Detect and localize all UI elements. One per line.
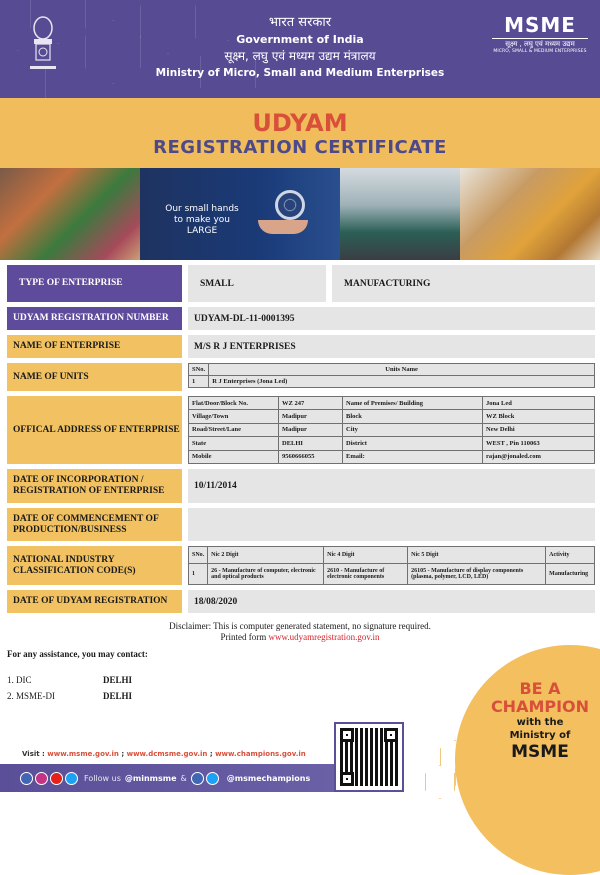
disclaimer: [0, 621, 600, 643]
address-key: Email:: [343, 450, 483, 463]
row-nic-codes: [7, 546, 595, 585]
nic-header-sno: SNo.: [189, 547, 208, 564]
row-name-of-enterprise: [7, 335, 595, 358]
handle-minmsme[interactable]: @minmsme: [124, 773, 177, 783]
address-key: Road/Street/Lane: [189, 423, 279, 436]
nic-cell-2digit: 26 - Manufacture of computer, electronic and optical products: [208, 563, 324, 584]
address-value: 9560666055: [279, 450, 343, 463]
qr-code-pattern: [340, 728, 398, 786]
contact-key: 1. DIC: [7, 675, 32, 685]
certificate-title-band: [0, 98, 600, 168]
link-champions[interactable]: www.champions.gov.in: [215, 750, 306, 758]
udyam-registration-link[interactable]: www.udyamregistration.gov.in: [268, 632, 380, 642]
units-cell-name: R J Enterprises (Jona Led): [209, 376, 595, 388]
address-key: Flat/Door/Block No.: [189, 397, 279, 410]
farm-photo: [460, 168, 600, 260]
ministry-name: Ministry of Micro, Small and Medium Enterprises: [155, 67, 445, 79]
row-date-of-commencement: [7, 508, 595, 541]
address-key: Block: [343, 410, 483, 423]
national-emblem-icon: [26, 14, 60, 78]
label-nic-codes: NATIONAL INDUSTRY CLASSIFICATION CODE(S): [7, 546, 182, 585]
chakra-wheel-icon: [275, 190, 305, 220]
label-date-of-commencement: DATE OF COMMENCEMENT OF PRODUCTION/BUSINESS: [7, 508, 182, 541]
contact-value: DELHI: [103, 691, 133, 701]
title-udyam: UDYAM: [252, 109, 348, 137]
champion-line1: BE A: [519, 679, 561, 698]
address-key: Name of Premises/ Building: [343, 397, 483, 410]
value-date-of-udyam-registration: 18/08/2020: [188, 590, 595, 613]
units-cell-sno: 1: [189, 376, 209, 388]
units-table-header: [189, 364, 595, 376]
row-date-of-udyam-registration: [7, 590, 595, 613]
address-value: Madipur: [279, 410, 343, 423]
contact-key: 2. MSME-DI: [7, 691, 56, 701]
champion-text: [470, 680, 600, 762]
instagram-icon[interactable]: [35, 772, 48, 785]
label-official-address: OFFICAL ADDRESS OF ENTERPRISE: [7, 396, 182, 464]
gov-title: Government of India: [236, 33, 364, 46]
units-header-sno: SNo.: [189, 364, 209, 376]
hindi-gov-title: भारत सरकार: [268, 15, 332, 30]
label-name-of-units: NAME OF UNITS: [7, 363, 182, 391]
champion-line4: Ministry of: [509, 730, 571, 741]
address-key: Mobile: [189, 450, 279, 463]
printed-form-label: Printed form: [220, 632, 269, 642]
row-official-address: [7, 396, 595, 464]
address-value: Jona Led: [483, 397, 595, 410]
value-registration-number: UDYAM-DL-11-0001395: [188, 307, 595, 330]
contact-dic: [7, 675, 132, 685]
handle-msmechampions[interactable]: @msmechampions: [226, 773, 311, 783]
tagline-panel: [140, 168, 340, 260]
nic-table-header: [189, 547, 595, 564]
twitter-icon[interactable]: [206, 772, 219, 785]
label-date-of-udyam-registration: DATE OF UDYAM REGISTRATION: [7, 590, 182, 613]
qr-code: [334, 722, 404, 792]
msme-logo: [492, 14, 588, 54]
address-value: Madipur: [279, 423, 343, 436]
address-value: WZ Block: [483, 410, 595, 423]
contact-value: DELHI: [103, 675, 133, 685]
value-name-of-enterprise: M/S R J ENTERPRISES: [188, 335, 595, 358]
label-type-of-enterprise: TYPE OF ENTERPRISE: [7, 265, 182, 302]
address-key: District: [343, 437, 483, 450]
row-name-of-units: [7, 363, 595, 391]
nic-cell-sno: 1: [189, 563, 208, 584]
value-enterprise-activity: MANUFACTURING: [332, 265, 595, 302]
visit-links: Visit : www.msme.gov.in ; www.dcmsme.gov.in ; www.champions.gov.in: [22, 750, 306, 758]
ministry-hindi: सूक्ष्म, लघु एवं मध्यम उद्यम मंत्रालय: [224, 49, 376, 63]
address-table: [188, 396, 595, 464]
address-value: WEST , Pin 110063: [483, 437, 595, 450]
label-registration-number: UDYAM REGISTRATION NUMBER: [7, 307, 182, 330]
banner-image: [0, 168, 600, 260]
row-registration-number: [7, 307, 595, 330]
table-row: [189, 423, 595, 436]
value-date-of-commencement: [188, 508, 595, 541]
nic-header-4digit: Nic 4 Digit: [324, 547, 408, 564]
address-key: State: [189, 437, 279, 450]
address-value: WZ 247: [279, 397, 343, 410]
nic-cell-activity: Manufacturing: [546, 563, 595, 584]
msme-logo-hindi: सूक्ष्म , लघु एवं मध्यम उद्यम: [492, 38, 588, 49]
value-date-of-incorporation: 10/11/2014: [188, 469, 595, 503]
title-registration-certificate: REGISTRATION CERTIFICATE: [153, 137, 447, 158]
address-key: Village/Town: [189, 410, 279, 423]
table-row: [189, 376, 595, 388]
office-photo: [330, 168, 470, 260]
table-row: [189, 410, 595, 423]
table-row: [189, 397, 595, 410]
label-date-of-incorporation: DATE OF INCORPORATION / REGISTRATION OF ENTERPRISE: [7, 469, 182, 503]
assistance-heading: For any assistance, you may contact:: [7, 649, 148, 659]
units-header-name: Units Name: [209, 364, 595, 376]
label-name-of-enterprise: NAME OF ENTERPRISE: [7, 335, 182, 358]
units-table: [188, 363, 595, 388]
champion-line2: CHAMPION: [490, 697, 590, 716]
government-header: [0, 0, 600, 98]
hand-icon: [258, 220, 308, 234]
twitter-icon[interactable]: [65, 772, 78, 785]
link-msme[interactable]: www.msme.gov.in: [47, 750, 119, 758]
table-row: [189, 450, 595, 463]
banner-tagline: Our small hands to make you LARGE: [165, 204, 239, 236]
address-value: rajan@jonaled.com: [483, 450, 595, 463]
disclaimer-text: Disclaimer: This is computer generated statement, no signature required.: [169, 621, 431, 631]
social-footer: Follow us @minmsme & @msmechampions: [0, 764, 335, 792]
table-row: [189, 437, 595, 450]
nic-cell-5digit: 26105 - Manufacture of display components (plasma, polymer, LCD, LED): [408, 563, 546, 584]
contact-msme-di: [7, 691, 132, 701]
nic-cell-4digit: 2610 - Manufacture of electronic components: [324, 563, 408, 584]
nic-table: [188, 546, 595, 585]
nic-header-5digit: Nic 5 Digit: [408, 547, 546, 564]
row-date-of-incorporation: [7, 469, 595, 503]
youtube-icon[interactable]: [50, 772, 63, 785]
artisan-photo: [0, 168, 150, 260]
link-dcmsme[interactable]: www.dcmsme.gov.in: [126, 750, 208, 758]
nic-header-2digit: Nic 2 Digit: [208, 547, 324, 564]
msme-logo-text: MSME: [504, 13, 576, 37]
address-value: New Delhi: [483, 423, 595, 436]
follow-us-label: Follow us: [84, 773, 121, 783]
value-enterprise-size: SMALL: [188, 265, 326, 302]
row-type-of-enterprise: [7, 265, 595, 302]
msme-logo-subtitle: MICRO, SMALL & MEDIUM ENTERPRISES: [493, 49, 587, 54]
champion-line3: with the: [516, 717, 564, 728]
facebook-icon[interactable]: [191, 772, 204, 785]
address-value: DELHI: [279, 437, 343, 450]
facebook-icon[interactable]: [20, 772, 33, 785]
visit-label: Visit :: [22, 750, 48, 758]
champion-line5: MSME: [511, 742, 569, 762]
nic-header-activity: Activity: [546, 547, 595, 564]
table-row: [189, 563, 595, 584]
address-key: City: [343, 423, 483, 436]
